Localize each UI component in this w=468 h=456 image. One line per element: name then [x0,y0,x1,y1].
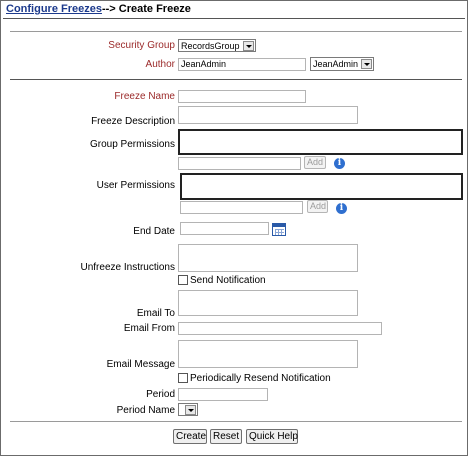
author-select-value: JeanAdmin [313,59,359,69]
calendar-icon-header [273,224,285,227]
email-message-textarea[interactable] [178,340,358,368]
email-to-label: Email To [136,308,175,319]
unfreeze-instructions-label: Unfreeze Instructions [80,262,175,273]
security-group-select[interactable] [178,39,256,52]
email-from-input[interactable] [178,322,382,335]
calendar-icon-grid [275,229,284,235]
chevron-down-icon [185,405,196,415]
period-input[interactable] [178,388,268,401]
info-icon[interactable]: i [336,203,347,214]
chevron-down-icon [243,41,254,51]
unfreeze-instructions-textarea[interactable] [178,244,358,272]
send-notification-label: Send Notification [190,275,266,286]
breadcrumb-current: --> Create Freeze [101,3,191,15]
group-permissions-add-button[interactable]: Add [304,156,326,169]
author-input[interactable]: JeanAdmin [178,58,306,71]
author-label: Author [145,59,175,70]
user-permissions-label: User Permissions [96,180,175,191]
author-select[interactable] [310,57,374,71]
create-button[interactable]: Create [173,429,207,444]
security-group-label: Security Group [108,40,175,51]
period-name-label: Period Name [116,405,175,416]
freeze-description-textarea[interactable] [178,106,358,124]
section-divider [10,79,462,80]
period-name-select[interactable] [178,403,198,416]
period-label: Period [146,389,175,400]
send-notification-checkbox[interactable] [178,275,188,285]
footer-divider [10,421,462,422]
end-date-input[interactable] [180,222,269,235]
email-to-textarea[interactable] [178,290,358,316]
group-permissions-label: Group Permissions [89,139,175,150]
user-permissions-add-button[interactable]: Add [307,200,328,213]
email-from-label: Email From [123,323,175,334]
section-divider [10,31,462,32]
end-date-label: End Date [133,226,175,237]
header-divider [3,18,465,19]
calendar-icon[interactable] [272,223,286,236]
freeze-description-label: Freeze Description [91,116,175,127]
periodic-resend-label: Periodically Resend Notification [190,373,331,384]
group-permissions-box[interactable] [178,129,463,155]
breadcrumb [6,3,191,15]
reset-button[interactable]: Reset [210,429,242,444]
user-permissions-box[interactable] [180,173,463,200]
chevron-down-icon [361,59,372,69]
info-icon[interactable]: i [334,158,345,169]
user-permissions-input[interactable] [180,201,303,214]
quick-help-button[interactable]: Quick Help [246,429,298,444]
group-permissions-input[interactable] [178,157,301,170]
breadcrumb-link-configure-freezes[interactable]: Configure Freezes [6,3,102,15]
freeze-name-label: Freeze Name [114,91,175,102]
email-message-label: Email Message [106,359,175,370]
security-group-value: RecordsGroup [181,41,240,51]
periodic-resend-checkbox[interactable] [178,373,188,383]
freeze-name-input[interactable] [178,90,306,103]
